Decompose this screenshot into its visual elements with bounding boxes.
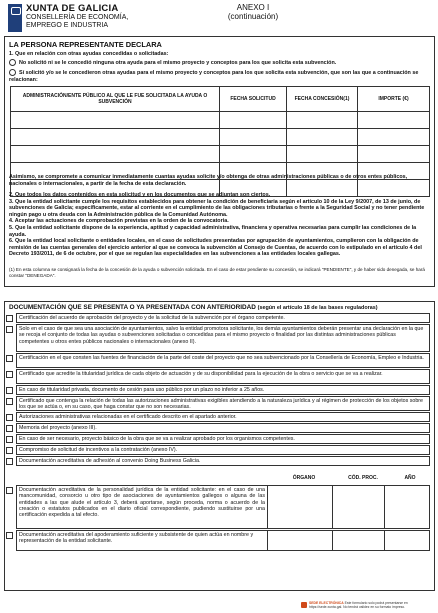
option-no-aid-label: No solicitó ni se le concedió ninguna otra ayuda para el mismo proyecto y conceptos para los que solicita esta subvención. — [19, 59, 337, 66]
department-name — [26, 14, 128, 30]
doc-item-7 — [6, 412, 430, 422]
cell-input[interactable] — [287, 146, 358, 163]
col-header-proc-code: CÓD. PROC. — [348, 475, 378, 481]
option-yes-aid-label: Sí solicitó y/o se le concedieron otras ayudas para el mismo proyecto y conceptos para los que solicita esta subvención, que son las que a continuación se relacionan: — [9, 69, 419, 83]
dept-line-1: CONSELLERÍA DE ECONOMÍA, — [26, 14, 129, 21]
cell-input[interactable] — [11, 112, 220, 129]
option-no-aid — [9, 59, 429, 67]
cell-input[interactable] — [358, 129, 430, 146]
doc-checkbox-6[interactable] — [6, 398, 13, 405]
doc-checkbox-9[interactable] — [6, 436, 13, 443]
cell-input[interactable] — [287, 129, 358, 146]
doc-item-10 — [6, 445, 430, 455]
doc-prev-checkbox-1[interactable] — [6, 487, 13, 494]
doc-prev-checkbox-2[interactable] — [6, 532, 13, 539]
cell-input[interactable] — [220, 112, 287, 129]
table-row — [11, 146, 430, 163]
option-yes-aid — [9, 69, 427, 83]
commitment-text: Asimismo, se compromete a comunicar inmediatamente cuantas ayudas solicite y/o obtenga de otras administraciones públicas o de otros entes públicos, nacionales o internacionales, a partir de la fecha de esta declaración. — [9, 174, 408, 187]
doc-item-9 — [6, 434, 430, 444]
organ-input[interactable] — [268, 486, 333, 528]
doc-item-5 — [6, 385, 430, 395]
col-header-request-date: FECHA SOLICITUD — [220, 87, 287, 112]
doc-checkbox-8[interactable] — [6, 425, 13, 432]
prev-table-header — [272, 474, 430, 484]
cell-input[interactable] — [358, 146, 430, 163]
prev-cells-2 — [268, 530, 430, 551]
doc-prev-label-2: Documentación acreditativa del apoderamiento suficiente y subsistente de quien actúa en nombre y representación de la entidad solicitante. — [16, 530, 268, 551]
col-header-organ: ÓRGANO — [292, 475, 316, 481]
year-input[interactable] — [385, 531, 429, 550]
footer-text: Este formulario solo podrá presentarse en https://sede.xunta.gal. No tendrá validez en su formato impreso. — [309, 601, 408, 609]
doc-label-10: Compromiso de solicitud de incentivos a la contratación (anexo IV). — [16, 445, 430, 455]
xunta-logo-icon — [8, 4, 22, 32]
doc-label-5: En caso de titularidad privada, documento de cesión para uso público por un plazo no inferior a 25 años. — [16, 385, 430, 395]
declaration-item-3: 3. Que la entidad solicitante cumple los requisitos establecidos para obtener la condición de beneficiaria según el artículo 10 de la Ley 9/2007, de 13 de junio, de subvenciones de Galicia; específicamente, estar al corriente en el cumplimiento de las obligaciones tributarias o frente a la Seguridad Social y no tener pendiente ningún pago u otra deuda con la Administración pública de la Comunidad Autónoma. — [9, 198, 425, 218]
documents-title: DOCUMENTACIÓN QUE SE PRESENTA O YA PRESENTADA CON ANTERIORIDAD — [9, 304, 256, 311]
declaration-item-6: 6. Que la entidad local solicitante o entidades locales, en el caso de solicitudes presentadas por agrupación de ayuntamientos, cumplieron con la obligación de remisión de las cuentas generales del ejercicio anterior al que se convoca la subvención al Consejo de Cuentas, de acuerdo con lo estipulado en el artículo 4 del Decreto 193/2011, de 6 de octubre, por el que se regulan las especialidades en las subvenciones a las entidades locales gallegas. — [9, 238, 422, 258]
doc-label-8: Memoria del proyecto (anexo III). — [16, 423, 430, 433]
doc-prev-item-2 — [6, 530, 430, 551]
doc-label-3: Certificación en el que consten las fuentes de financiación de la parte del coste del proyecto que no sea subvencionado por la Consellería de Economía, Empleo e Industria. — [16, 353, 430, 368]
doc-checkbox-5[interactable] — [6, 387, 13, 394]
col-header-amount: IMPORTE (€) — [358, 87, 430, 112]
doc-prev-label-1: Documentación acreditativa de la personalidad jurídica de la entidad solicitante: en el caso de una mancomunidad, consorcio u otro tipo de asociaciones de ayuntamientos gallegos o alguna de las entidades a las que alude el artículo 3, deberá aportarse, según proceda, norma o acuerdo de la creación o estatutos publicados en el diario oficial correspondiente, pudiendo sustituirse por una certificación expedida a tal efecto. — [16, 485, 268, 529]
doc-checkbox-4[interactable] — [6, 371, 13, 378]
doc-checkbox-7[interactable] — [6, 414, 13, 421]
year-input[interactable] — [385, 486, 429, 528]
proc-code-input[interactable] — [333, 531, 385, 550]
doc-label-4: Certificado que acredite la titularidad jurídica de cada objeto de actuación y de su disponibilidad para la ejecución de la obra o servicio que se va a realizar. — [16, 369, 430, 384]
declaration-item-1: 1. Que en relación con otras ayudas concedidas o solicitadas: — [9, 51, 169, 57]
cell-input[interactable] — [358, 112, 430, 129]
col-header-administration: ADMINISTRACIÓN/ENTE PÚBLICO AL QUE LE FUE SOLICITADA LA AYUDA O SUBVENCIÓN — [11, 87, 220, 112]
doc-item-8 — [6, 423, 430, 433]
sede-electronica-icon — [301, 602, 307, 608]
documents-title-note: (según el artículo 18 de las bases reguladoras) — [257, 305, 378, 311]
org-name: XUNTA DE GALICIA — [26, 3, 119, 14]
doc-checkbox-2[interactable] — [6, 326, 13, 333]
doc-checkbox-1[interactable] — [6, 315, 13, 322]
cell-input[interactable] — [220, 129, 287, 146]
doc-item-11 — [6, 456, 430, 466]
doc-checkbox-3[interactable] — [6, 355, 13, 362]
table-row — [11, 129, 430, 146]
annex-heading — [218, 3, 288, 21]
documents-heading — [9, 304, 378, 311]
doc-label-11: Documentación acreditativa de adhesión al convenio Doing Business Galicia. — [16, 456, 430, 466]
doc-item-2 — [6, 324, 430, 352]
doc-item-4 — [6, 369, 430, 384]
table-row — [11, 112, 430, 129]
doc-checkbox-11[interactable] — [6, 458, 13, 465]
radio-no-aid[interactable] — [9, 59, 16, 66]
annex-subtitle: (continuación) — [227, 12, 279, 21]
representative-title: LA PERSONA REPRESENTANTE DECLARA — [9, 40, 162, 49]
cell-input[interactable] — [220, 146, 287, 163]
annex-title: ANEXO I — [236, 3, 270, 12]
col-header-grant-date: FECHA CONCESIÓN(1) — [287, 87, 358, 112]
cell-input[interactable] — [11, 146, 220, 163]
declaration-item-5: 5. Que la entidad solicitante dispone de la experiencia, aptitud y capacidad administrativa, financiera y operativa necesarias para cumplir las condiciones de la ayuda. — [9, 224, 417, 238]
footer-label: SEDE ELECTRÓNICA — [309, 601, 344, 605]
col-header-year: AÑO — [404, 475, 416, 481]
footer-note — [309, 601, 435, 609]
doc-item-1 — [6, 313, 430, 323]
cell-input[interactable] — [11, 129, 220, 146]
prev-cells-1 — [268, 485, 430, 529]
footnote: (1) En esta columna se consignará la fecha de la concesión de la ayuda o subvención solicitada. En el caso de estar pendiente su concesión, se indicará "PENDIENTE", y de haber sido denegada, se hará constar "DENEGADA". — [9, 267, 425, 278]
doc-label-2: Solo en el caso de que sea una asociación de ayuntamientos, salvo la entidad promotora solicitante, los demás ayuntamientos deberán presentar una declaración en la que se recoja el conjunto de todas las ayudas o subvenciones solicitadas o concedidas para el mismo proyecto o finalidad por las distintas administraciones públicas competentes u otros entes públicos nacionales o internacionales (anexo II). — [16, 324, 430, 352]
doc-item-6 — [6, 396, 430, 411]
dept-line-2: EMPREGO E INDUSTRIA — [26, 22, 109, 29]
organ-input[interactable] — [268, 531, 333, 550]
proc-code-input[interactable] — [333, 486, 385, 528]
declaration-item-2: 2. Que todos los datos contenidos en esta solicitud y en los documentos que se adjuntan son ciertos. — [9, 192, 271, 198]
radio-yes-aid[interactable] — [9, 69, 16, 76]
declaration-item-4: 4. Aceptar las actuaciones de comprobación previstas en la orden de la convocatoria. — [9, 218, 229, 225]
doc-checkbox-10[interactable] — [6, 447, 13, 454]
cell-input[interactable] — [287, 112, 358, 129]
declaration-items — [9, 192, 429, 258]
doc-label-7: Autorizaciones administrativas relacionadas en el certificado descrito en el apartado anterior. — [16, 412, 430, 422]
doc-prev-item-1 — [6, 485, 430, 529]
doc-label-9: En caso de ser necesario, proyecto básico de la obra que se va a realizar aprobado por los organismos competentes. — [16, 434, 430, 444]
doc-label-6: Certificado que contenga la relación de todas las autorizaciones administrativas exigibles atendiendo a la naturaleza jurídica y al régimen de protección de los objetos sobre los que se actúa o, en su caso, que haga constar que no son necesarias. — [16, 396, 430, 411]
doc-label-1: Certificación del acuerdo de aprobación del proyecto y de la solicitud de la subvención por el órgano competente. — [16, 313, 430, 323]
doc-item-3 — [6, 353, 430, 368]
